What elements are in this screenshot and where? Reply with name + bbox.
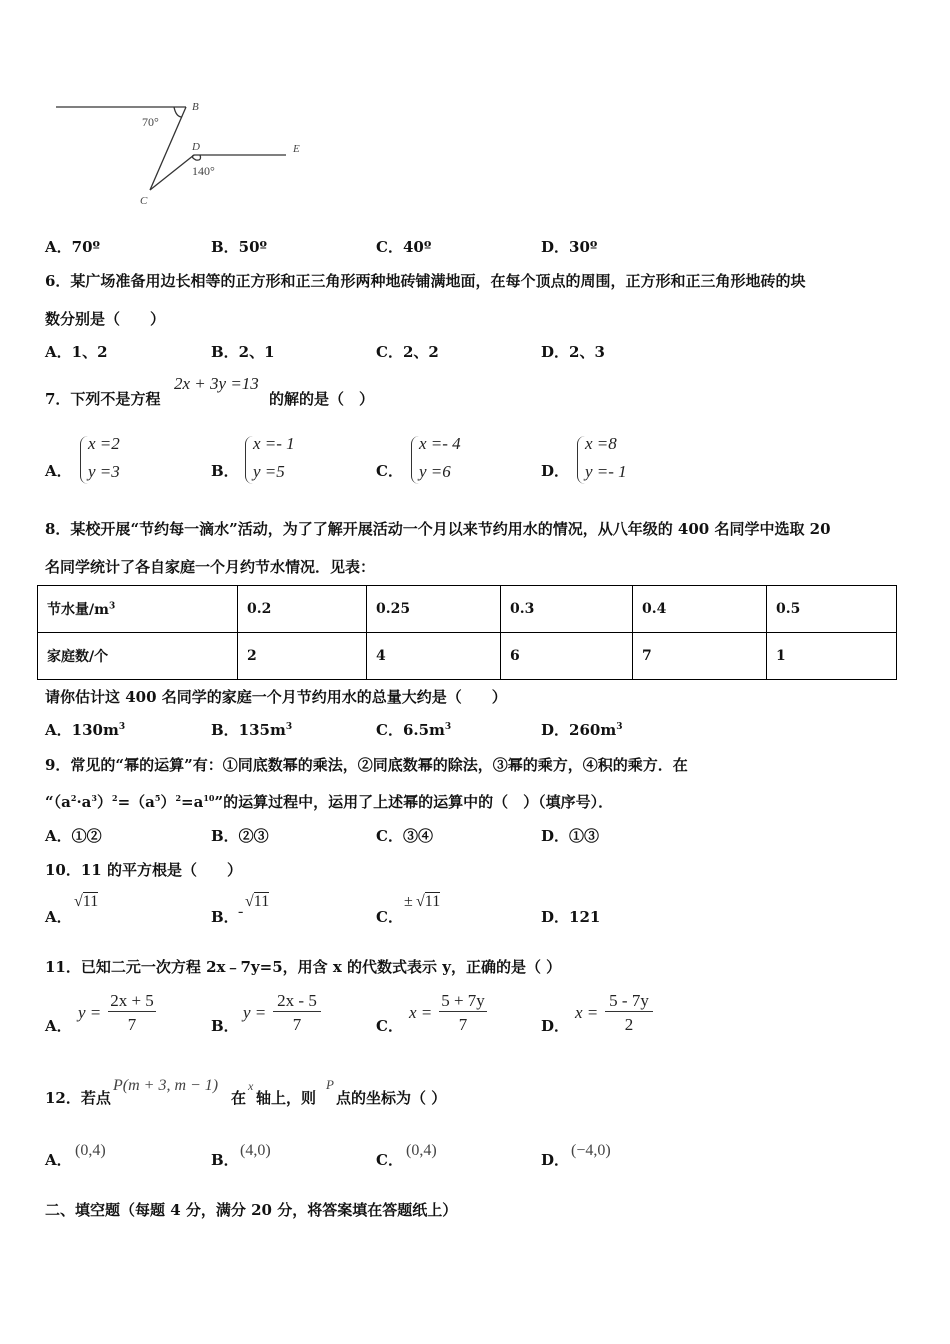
table-cell: 2: [238, 633, 367, 680]
label-angle-70: 70°: [142, 115, 159, 129]
table-cell: 6: [501, 633, 633, 680]
table-cell: 0.5: [767, 586, 897, 633]
q7-system-c-eq1: x =- 4: [419, 434, 461, 453]
table-header-cell: 家庭数/个: [38, 633, 238, 680]
table-cell: 7: [633, 633, 767, 680]
q7-system-b-eq2: y =5: [253, 462, 285, 481]
geometry-figure: [50, 95, 320, 210]
q9-option-b: B．②③: [211, 827, 269, 845]
q7-equation: 2x + 3y =13: [174, 374, 259, 393]
table-cell: 0.25: [367, 586, 501, 633]
q7-system-d-eq2: y =- 1: [585, 462, 627, 481]
label-D: D: [192, 141, 200, 153]
q12-answer-b: (4,0): [240, 1142, 271, 1159]
q11-label-d: D．: [541, 1017, 570, 1035]
q11-label-a: A．: [45, 1017, 72, 1035]
q11-text: 11．已知二元一次方程 2x﹣7y=5，用含 x 的代数式表示 y，正确的是（ ）: [45, 958, 562, 976]
section-2-title: 二、填空题（每题 4 分，满分 20 分，将答案填在答题纸上）: [45, 1201, 458, 1219]
q12-answer-c: (0,4): [406, 1142, 437, 1159]
q12-point-expression: P(m + 3, m − 1): [113, 1077, 219, 1094]
label-angle-140: 140°: [192, 164, 215, 178]
q7-label-c: C．: [376, 462, 403, 480]
q6-option-c: C．2、2: [376, 343, 439, 361]
table-cell: 0.3: [501, 586, 633, 633]
q10-option-d: D．121: [541, 908, 601, 926]
q8-option-d: D．$260m^3$: [541, 721, 623, 739]
q7-system-d-eq1: x =8: [585, 434, 617, 453]
q12-text-post: 点的坐标为（ ）: [336, 1089, 447, 1107]
q12-text-mid2: 轴上，则: [256, 1089, 317, 1107]
q5-option-c: C．40º: [376, 238, 432, 256]
table-cell: 1: [767, 633, 897, 680]
q12-label-d: D．: [541, 1151, 570, 1169]
q9-text-line1: 9．常见的“幂的运算”有：①同底数幂的乘法，②同底数幂的除法，③幂的乘方，④积的乘方．在: [45, 756, 688, 774]
q7-label-d: D．: [541, 462, 570, 480]
q8-text-line2: 名同学统计了各自家庭一个月约节水情况．见表：: [45, 558, 376, 576]
q10-sqrt-c: √11: [416, 893, 441, 910]
q6-option-d: D．2、3: [541, 343, 605, 361]
q6-option-b: B．2、1: [211, 343, 275, 361]
q10-sqrt-b: √11: [245, 893, 270, 910]
table-cell: 0.4: [633, 586, 767, 633]
q9-option-d: D．①③: [541, 827, 600, 845]
q12-label-b: B．: [211, 1151, 239, 1169]
q8-text-line1: 8．某校开展“节约每一滴水”活动，为了了解开展活动一个月以来节约用水的情况，从八年级的 400 名同学中选取 20: [45, 520, 831, 538]
q12-text-mid1: 在: [231, 1089, 247, 1107]
q7-text-post: 的解的是（ ）: [269, 390, 375, 408]
q7-system-a-eq1: x =2: [88, 434, 120, 453]
q12-answer-d: (−4,0): [571, 1142, 611, 1159]
q12-axis-x: x: [248, 1079, 254, 1093]
q6-text-line1: 6．某广场准备用边长相等的正方形和正三角形两种地砖铺满地面，在每个顶点的周围，正方形和正三角形地砖的块: [45, 272, 806, 290]
q7-system-b-eq1: x =- 1: [253, 434, 295, 453]
q12-text-pre: 12．若点: [45, 1089, 111, 1107]
q6-option-a: A．1、2: [45, 343, 108, 361]
q7-system-c-eq2: y =6: [419, 462, 451, 481]
q10-text: 10．11 的平方根是（ ）: [45, 861, 242, 879]
q7-label-b: B．: [211, 462, 239, 480]
q7-system-a-eq2: y =3: [88, 462, 120, 481]
label-C: C: [140, 195, 148, 207]
label-E: E: [293, 143, 300, 155]
q8-question: 请你估计这 400 名同学的家庭一个月节约用水的总量大约是（ ）: [45, 688, 507, 706]
q11-label-c: C．: [376, 1017, 403, 1035]
q9-option-a: A．①②: [45, 827, 102, 845]
table-cell: 4: [367, 633, 501, 680]
q12-label-c: C．: [376, 1151, 403, 1169]
q6-text-line2: 数分别是（ ）: [45, 310, 166, 328]
water-saving-table: [37, 585, 897, 680]
q7-text-pre: 7．下列不是方程: [45, 390, 161, 408]
q10-label-c: C．: [376, 908, 403, 926]
q10-label-a: A．: [45, 908, 72, 926]
q12-label-a: A．: [45, 1151, 72, 1169]
q5-option-b: B．50º: [211, 238, 268, 256]
q10-sqrt-a: √11: [74, 893, 99, 910]
q9-option-c: C．③④: [376, 827, 433, 845]
q8-option-b: B．$135m^3$: [211, 721, 293, 739]
q8-option-a: A．$130m^3$: [45, 721, 126, 739]
q10-label-b: B．: [211, 908, 239, 926]
q10-minus-b: -: [238, 903, 244, 920]
table-header-cell: 节水量$/m^3$: [38, 586, 238, 633]
q12-answer-a: (0,4): [75, 1142, 106, 1159]
q11-label-b: B．: [211, 1017, 239, 1035]
table-cell: 0.2: [238, 586, 367, 633]
q5-option-a: A．70º: [45, 238, 101, 256]
q10-pm-c: ±: [404, 893, 413, 910]
q9-text-line2: “$(a^2\cdot a^3)^2=(a^5)^2=a^{10}$”的运算过程中，运用了上述幂的运算中的（ ）（填序号）．: [45, 793, 614, 811]
label-B: B: [192, 101, 199, 113]
q12-point-p: P: [326, 1077, 334, 1092]
q5-option-d: D．30º: [541, 238, 598, 256]
q7-label-a: A．: [45, 462, 72, 480]
table-row: [38, 586, 897, 633]
q8-option-c: C．$6.5m^3$: [376, 721, 452, 739]
table-row: [38, 633, 897, 680]
